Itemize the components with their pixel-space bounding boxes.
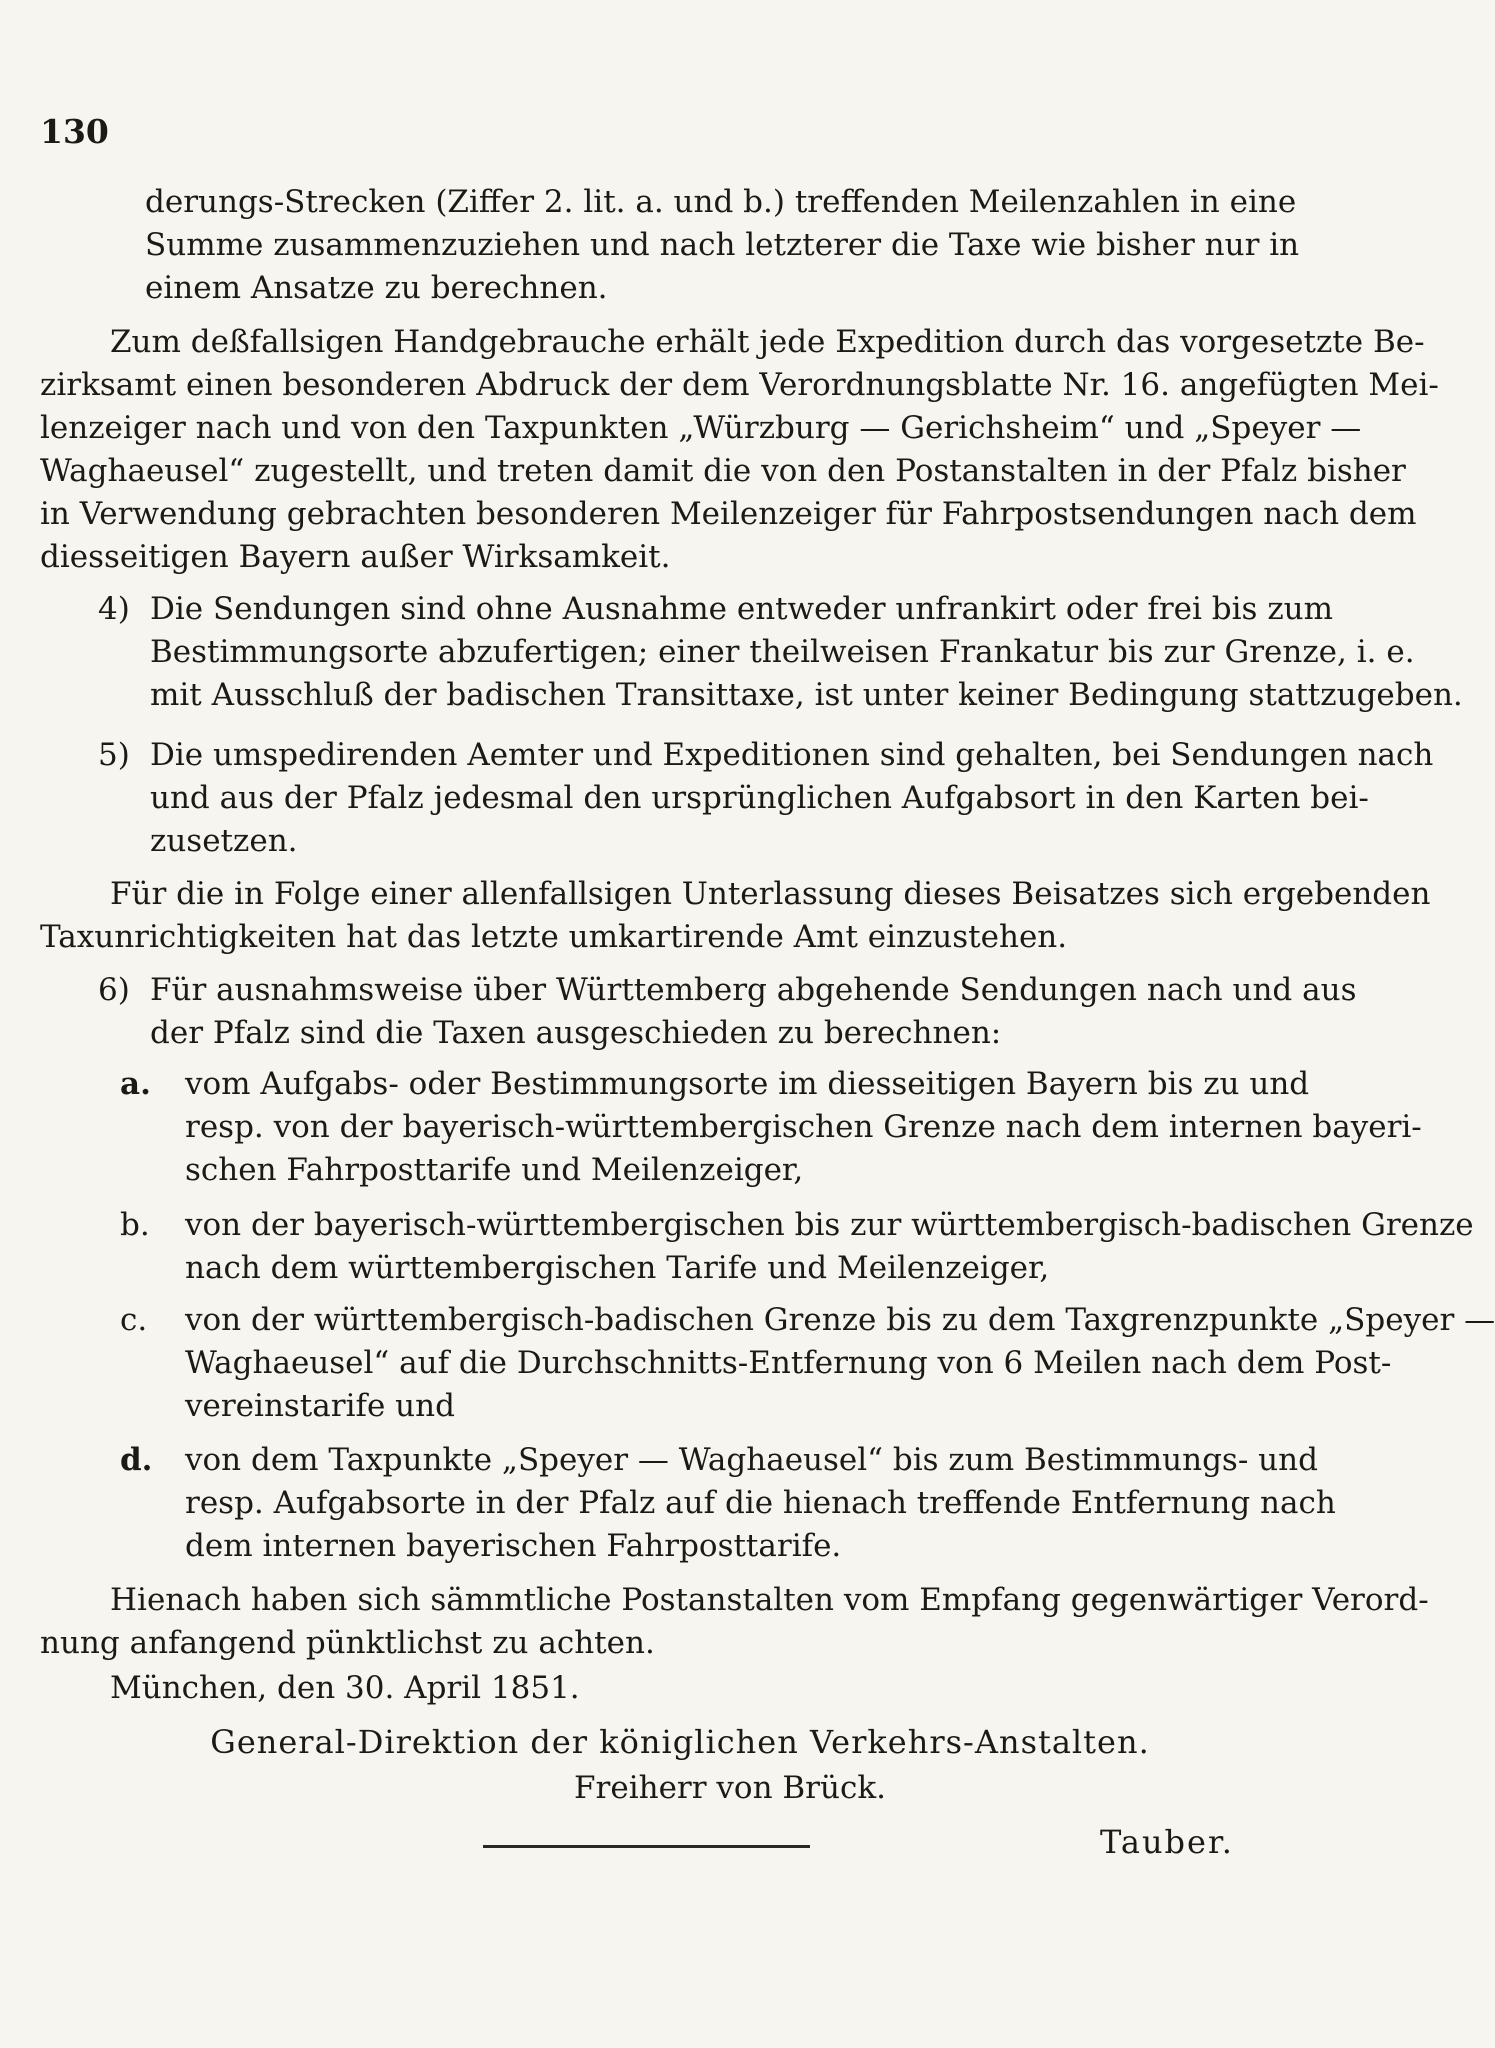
text-line: Summe zusammenzuziehen und nach letzterer die Taxe wie bisher nur in	[145, 227, 1300, 263]
item-marker: 6)	[98, 972, 130, 1008]
text-line: diesseitigen Bayern außer Wirksamkeit.	[40, 539, 671, 575]
text-line: resp. Aufgabsorte in der Pfalz auf die hienach treffende Entfernung nach	[185, 1485, 1336, 1521]
text-line: Für die in Folge einer allenfallsigen Unterlassung dieses Beisatzes sich ergebenden	[110, 876, 1431, 912]
text-line: und aus der Pfalz jedesmal den ursprünglichen Aufgabsort in den Karten bei-	[150, 780, 1369, 816]
issuing-authority: General-Direktion der königlichen Verkehrs-Anstalten.	[210, 1723, 1150, 1761]
text-line: nung anfangend pünktlichst zu achten.	[40, 1625, 655, 1661]
text-line: der Pfalz sind die Taxen ausgeschieden zu berechnen:	[150, 1015, 1002, 1051]
text-line: mit Ausschluß der badischen Transittaxe, ist unter keiner Bedingung stattzugeben.	[150, 677, 1463, 713]
item-marker: 5)	[98, 737, 130, 773]
closing-rule	[483, 1845, 810, 1848]
page-number: 130	[40, 112, 109, 151]
text-line: schen Fahrposttarife und Meilenzeiger,	[185, 1152, 804, 1188]
text-line: nach dem württembergischen Tarife und Meilenzeiger,	[185, 1250, 1050, 1286]
text-line: von der bayerisch-württembergischen bis zur württembergisch-badischen Grenze	[185, 1207, 1474, 1243]
text-line: Hienach haben sich sämmtliche Postanstalten vom Empfang gegenwärtiger Verord-	[110, 1582, 1429, 1618]
item-marker: c.	[120, 1302, 148, 1338]
text-line: resp. von der bayerisch-württembergischen Grenze nach dem internen bayeri-	[185, 1109, 1422, 1145]
text-line: vereinstarife und	[185, 1388, 455, 1424]
text-line: Zum deßfallsigen Handgebrauche erhält jede Expedition durch das vorgesetzte Be-	[110, 324, 1425, 360]
text-line: Die Sendungen sind ohne Ausnahme entweder unfrankirt oder frei bis zum	[150, 591, 1334, 627]
text-line: in Verwendung gebrachten besonderen Meilenzeiger für Fahrpostsendungen nach dem	[40, 496, 1417, 532]
text-line: von dem Taxpunkte „Speyer — Waghaeusel“ bis zum Bestimmungs- und	[185, 1442, 1318, 1478]
countersignature: Tauber.	[1100, 1823, 1234, 1861]
text-line: zirksamt einen besonderen Abdruck der dem Verordnungsblatte Nr. 16. angefügten Mei-	[40, 367, 1439, 403]
text-line: dem internen bayerischen Fahrposttarife.	[185, 1528, 842, 1564]
item-marker: 4)	[98, 591, 130, 627]
text-line: Die umspedirenden Aemter und Expeditionen sind gehalten, bei Sendungen nach	[150, 737, 1434, 773]
signatory: Freiherr von Brück.	[574, 1770, 886, 1806]
text-line: einem Ansatze zu berechnen.	[145, 270, 608, 306]
text-line: Taxunrichtigkeiten hat das letzte umkartirende Amt einzustehen.	[40, 919, 1068, 955]
text-line: Waghaeusel“ zugestellt, und treten damit die von den Postanstalten in der Pfalz bisher	[40, 453, 1406, 489]
text-line: Für ausnahmsweise über Württemberg abgehende Sendungen nach und aus	[150, 972, 1357, 1008]
text-line: von der württembergisch-badischen Grenze bis zu dem Taxgrenzpunkte „Speyer —	[185, 1302, 1495, 1338]
text-line: zusetzen.	[150, 823, 298, 859]
text-line: Bestimmungsorte abzufertigen; einer theilweisen Frankatur bis zur Grenze, i. e.	[150, 634, 1415, 670]
dateline: München, den 30. April 1851.	[110, 1670, 580, 1706]
text-line: derungs-Strecken (Ziffer 2. lit. a. und b.) treffenden Meilenzahlen in eine	[145, 184, 1297, 220]
item-marker: b.	[120, 1207, 150, 1243]
text-line: vom Aufgabs- oder Bestimmungsorte im diesseitigen Bayern bis zu und	[185, 1066, 1310, 1102]
item-marker: d.	[120, 1442, 153, 1478]
text-line: Waghaeusel“ auf die Durchschnitts-Entfernung von 6 Meilen nach dem Post-	[185, 1345, 1392, 1381]
text-line: lenzeiger nach und von den Taxpunkten „Würzburg — Gerichsheim“ und „Speyer —	[40, 410, 1362, 446]
item-marker: a.	[120, 1066, 151, 1102]
